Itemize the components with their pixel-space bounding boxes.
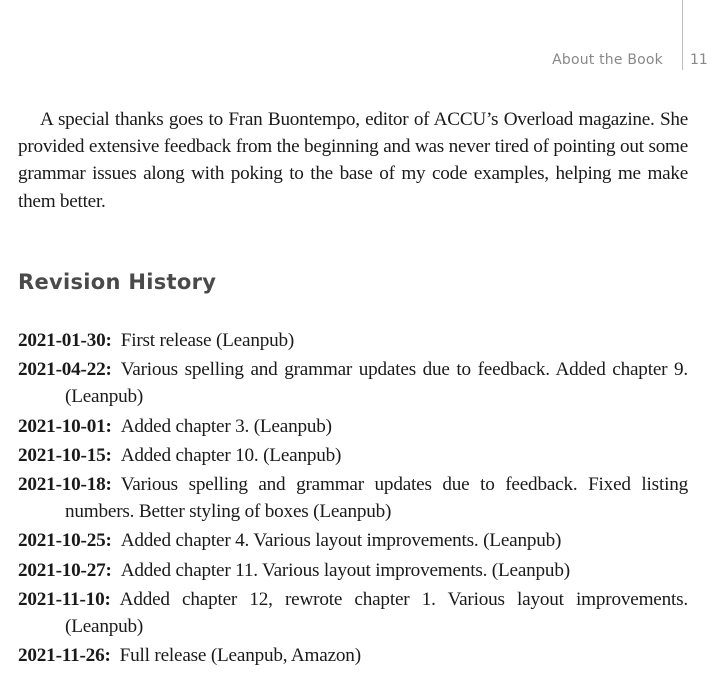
running-head: About the Book [552, 52, 663, 68]
revision-entry [18, 413, 688, 440]
revision-text: Various spelling and grammar updates due to feedback. Fixed listing numbers. Better styling of boxes (Leanpub) [65, 474, 688, 523]
revision-entry [18, 527, 688, 554]
revision-text: First release (Leanpub) [120, 330, 295, 351]
revision-text: Full release (Leanpub, Amazon) [119, 645, 361, 667]
revision-date: 2021-10-27: [18, 559, 112, 581]
revision-date: 2021-01-30: [18, 330, 112, 351]
revision-text: Various spelling and grammar updates due to feedback. Added chapter 9. (Leanpub) [65, 359, 688, 408]
revision-entry [18, 586, 688, 640]
revision-date: 2021-04-22: [18, 359, 112, 381]
header-divider [682, 0, 683, 70]
revision-entry [18, 356, 688, 410]
revision-text: Added chapter 10. (Leanpub) [120, 444, 342, 466]
revision-date: 2021-11-26: [18, 645, 111, 667]
revision-entry [18, 557, 688, 584]
revision-entry [18, 642, 688, 669]
revision-entry [18, 471, 688, 525]
revision-text: Added chapter 11. Various layout improvements. (Leanpub) [120, 559, 570, 581]
section-heading: Revision History [18, 270, 217, 294]
revision-text: Added chapter 12, rewrote chapter 1. Various layout improvements. (Leanpub) [65, 588, 688, 638]
revision-date: 2021-10-15: [18, 444, 112, 466]
page-number: 11 [690, 52, 708, 68]
revision-entry [18, 442, 688, 469]
revision-text: Added chapter 4. Various layout improvements. (Leanpub) [120, 530, 562, 552]
revision-date: 2021-10-25: [18, 530, 112, 552]
acknowledgement-paragraph: A special thanks goes to Fran Buontempo, editor of ACCU’s Overload magazine. She provided extensive feedback from the beginning and was never tired of pointing out some grammar issues along with poking to the base of my code examples, helping me make them better. [18, 109, 688, 212]
revision-text: Added chapter 3. (Leanpub) [120, 415, 332, 437]
revision-list [18, 327, 688, 671]
revision-date: 2021-11-10: [18, 588, 111, 610]
revision-date: 2021-10-18: [18, 474, 112, 496]
revision-date: 2021-10-01: [18, 415, 112, 437]
revision-entry [18, 327, 688, 354]
